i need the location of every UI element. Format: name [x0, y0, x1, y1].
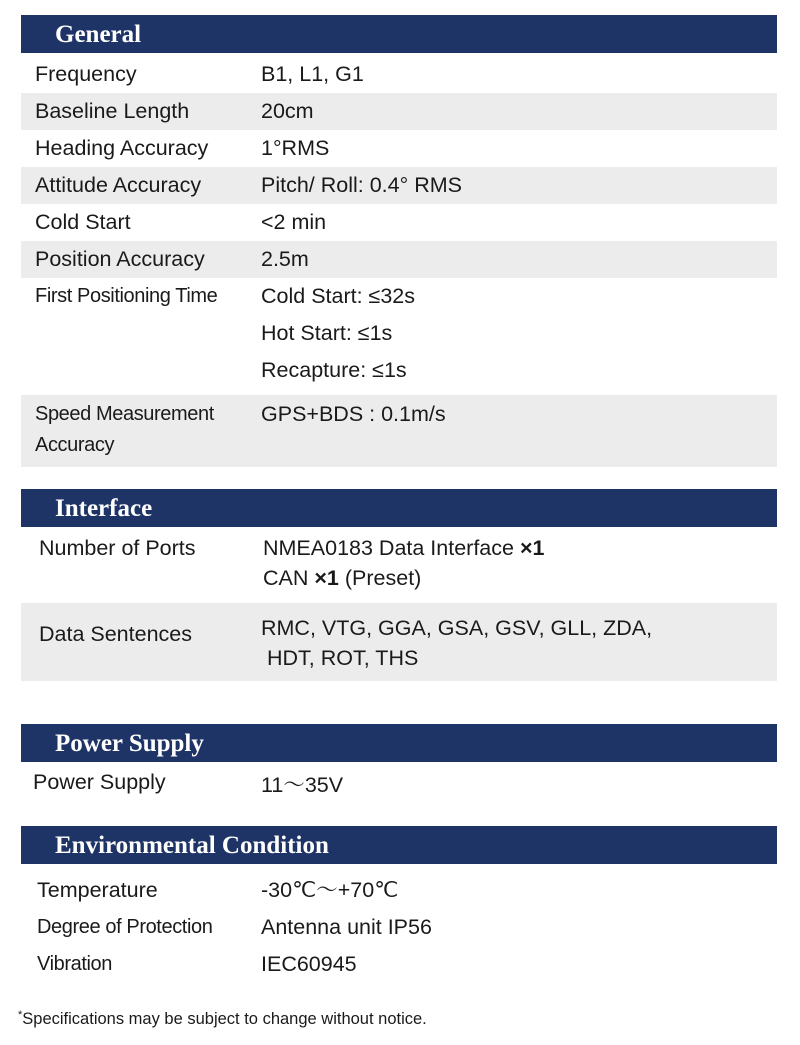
row-label: Frequency: [35, 62, 137, 86]
label-line: Accuracy: [35, 434, 115, 456]
row-value-list: [256, 278, 777, 389]
row-label: First Positioning Time: [35, 285, 218, 307]
spec-row-cold-start: [21, 204, 777, 241]
interface-header: Interface: [21, 489, 777, 527]
row-label: Baseline Length: [35, 99, 190, 123]
spec-row-position: [21, 241, 777, 278]
row-value: <2 min: [261, 210, 327, 234]
power-header: Power Supply: [21, 724, 777, 762]
power-section: [21, 724, 777, 805]
row-label: Position Accuracy: [35, 247, 205, 271]
spec-row-ports: [21, 527, 777, 603]
row-label: Cold Start: [35, 210, 131, 234]
port-name: NMEA0183 Data Interface: [263, 536, 520, 560]
footnote: [18, 1004, 427, 1030]
row-label: Attitude Accuracy: [35, 173, 202, 197]
spec-row-protection: [21, 909, 777, 946]
row-label: Power Supply: [33, 770, 166, 794]
port-note: (Preset): [338, 566, 422, 590]
value-line: [263, 533, 777, 563]
environment-header: Environmental Condition: [21, 826, 777, 864]
row-label: Data Sentences: [39, 622, 192, 646]
row-value-list: [256, 533, 777, 593]
row-label: Vibration: [37, 953, 112, 975]
row-label: Heading Accuracy: [35, 136, 209, 160]
row-label: [21, 399, 256, 461]
spec-row-baseline: [21, 93, 777, 130]
row-value: 1°RMS: [261, 136, 330, 160]
row-value: Pitch/ Roll: 0.4° RMS: [261, 173, 462, 197]
row-value: 20cm: [261, 99, 314, 123]
spec-row-temperature: [21, 872, 777, 909]
port-count: ×1: [314, 566, 339, 590]
interface-section: [21, 489, 777, 681]
general-section: [21, 15, 777, 467]
row-value: 2.5m: [261, 247, 309, 271]
value-line: HDT, ROT, THS: [267, 646, 419, 670]
value-line: Hot Start: ≤1s: [261, 321, 393, 345]
port-count: ×1: [519, 536, 545, 560]
spec-row-power: [21, 762, 777, 805]
spec-row-first-positioning: [21, 278, 777, 395]
footnote-marker: *: [18, 1009, 23, 1021]
row-value: GPS+BDS : 0.1m/s: [261, 402, 446, 426]
row-label: Degree of Protection: [37, 916, 213, 938]
footnote-text: Specifications may be subject to change without notice.: [22, 1010, 427, 1028]
row-value: Antenna unit IP56: [261, 915, 432, 939]
spec-row-heading: [21, 130, 777, 167]
row-value: 11～35V: [261, 773, 344, 797]
value-line: RMC, VTG, GGA, GSA, GSV, GLL, ZDA,: [261, 616, 653, 640]
row-label: Temperature: [37, 878, 158, 902]
row-value: -30℃～+70℃: [261, 878, 399, 902]
port-name: CAN: [263, 566, 315, 590]
spec-row-frequency: [21, 56, 777, 93]
row-label: Number of Ports: [39, 536, 196, 560]
row-value-list: [256, 613, 777, 673]
spec-row-sentences: [21, 603, 777, 681]
spec-row-vibration: [21, 946, 777, 983]
value-line: Cold Start: ≤32s: [261, 284, 416, 308]
row-value: IEC60945: [261, 952, 357, 976]
value-line: Recapture: ≤1s: [261, 358, 407, 382]
spec-row-attitude: [21, 167, 777, 204]
row-value: B1, L1, G1: [261, 62, 364, 86]
environment-section: [21, 826, 777, 983]
value-line: [263, 563, 777, 593]
spec-row-speed: [21, 395, 777, 467]
label-line: Speed Measurement: [35, 403, 214, 425]
general-header: General: [21, 15, 777, 53]
